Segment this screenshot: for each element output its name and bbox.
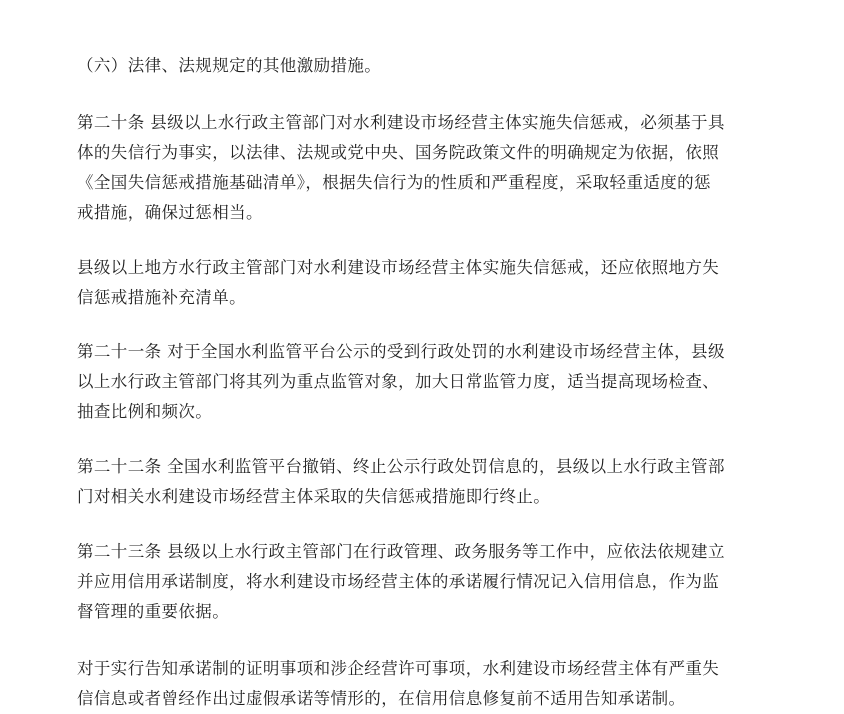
text-line: 信信息或者曾经作出过虚假承诺等情形的，在信用信息修复前不适用告知承诺制。 (77, 688, 686, 708)
paragraph-article-20 (77, 108, 767, 228)
text-line: 对于实行告知承诺制的证明事项和涉企经营许可事项，水利建设市场经营主体有严重失 (77, 658, 720, 678)
text-line: 第二十条 县级以上水行政主管部门对水利建设市场经营主体实施失信惩戒，必须基于具 (77, 112, 725, 132)
text-line: 信惩戒措施补充清单。 (77, 287, 246, 307)
text-line: 督管理的重要依据。 (77, 601, 230, 621)
paragraph-article-23 (77, 537, 767, 627)
text-line: 县级以上地方水行政主管部门对水利建设市场经营主体实施失信惩戒，还应依照地方失 (77, 257, 720, 277)
paragraph-article-22 (77, 452, 767, 512)
paragraph-article-23-exception (77, 654, 767, 714)
text-line: 戒措施，确保过惩相当。 (77, 202, 263, 222)
text-line: 体的失信行为事实，以法律、法规或党中央、国务院政策文件的明确规定为依据，依照 (77, 142, 720, 162)
paragraph-article-21 (77, 337, 767, 427)
text-line: 第二十二条 全国水利监管平台撤销、终止公示行政处罚信息的，县级以上水行政主管部 (77, 456, 725, 476)
text-line: 并应用信用承诺制度，将水利建设市场经营主体的承诺履行情况记入信用信息，作为监 (77, 571, 720, 591)
text-line: 以上水行政主管部门将其列为重点监管对象，加大日常监管力度，适当提高现场检查、 (77, 371, 720, 391)
paragraph-article-20-local (77, 253, 767, 313)
text-line: 抽查比例和频次。 (77, 401, 213, 421)
text-line: 第二十三条 县级以上水行政主管部门在行政管理、政务服务等工作中，应依法依规建立 (77, 541, 725, 561)
text-line: （六）法律、法规规定的其他激励措施。 (77, 55, 382, 75)
paragraph-incentive-item-6 (77, 51, 767, 81)
text-line: 《全国失信惩戒措施基础清单》，根据失信行为的性质和严重程度，采取轻重适度的惩 (77, 172, 711, 192)
text-line: 门对相关水利建设市场经营主体采取的失信惩戒措施即行终止。 (77, 486, 551, 506)
text-line: 第二十一条 对于全国水利监管平台公示的受到行政处罚的水利建设市场经营主体，县级 (77, 341, 725, 361)
